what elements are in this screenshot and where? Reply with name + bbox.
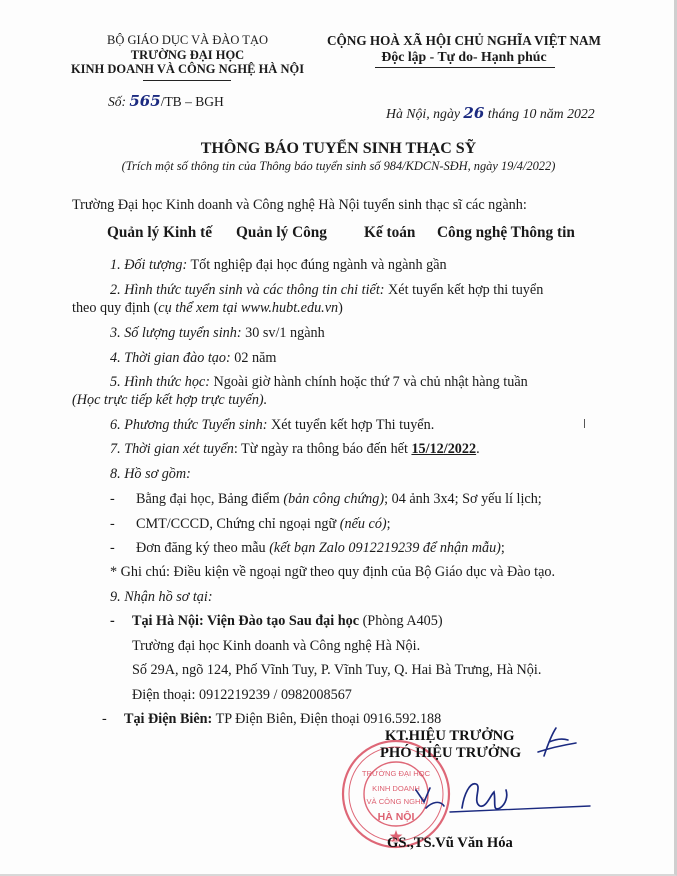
hanoi-office [110,612,443,631]
initial-mark-icon [530,726,578,760]
bullet-3: - [110,540,115,556]
item-2 [110,281,543,300]
number-handwritten: 565 [129,92,161,110]
item-6 [110,416,434,435]
document-number [108,92,224,110]
bullet-2: - [110,516,115,532]
item-5-label: 5. Hình thức học: [110,374,210,390]
item-3-text: 30 sv/1 ngành [241,325,325,341]
stamp-text-line4: HÀ NỘI [377,811,415,823]
item-8-b3-b: (kết bạn Zalo 0912219239 để nhận mẫu) [269,540,501,556]
bullet-5: - [102,711,107,727]
issue-date [386,104,595,122]
number-prefix: Số: [108,94,130,109]
item-8-bullet-1 [110,490,542,509]
hanoi-office-school: Trường đại học Kinh doanh và Công nghệ Hà Nội. [132,638,421,654]
item-1-text: Tốt nghiệp đại học đúng ngành và ngành gần [187,257,447,273]
item-2-line2-link: cụ thể xem tại www.hubt.edu.vn [158,300,339,316]
header-left-underline [143,80,231,81]
dienbien-office-name: Tại Điện Biên: [124,711,213,727]
date-prefix: Hà Nội, ngày [386,106,464,121]
dienbien-office [102,710,441,729]
hanoi-office-room: (Phòng A405) [359,613,443,629]
major-information-technology: Công nghệ Thông tin [437,224,575,241]
item-8-label: 8. Hồ sơ gồm: [110,466,191,482]
item-7-deadline: 15/12/2022 [411,441,477,457]
intro-text: Trường Đại học Kinh doanh và Công nghệ Hà Nội tuyển sinh thạc sĩ các ngành: [72,197,527,213]
major-public-management: Quản lý Công [236,224,327,241]
item-8-b1-a: Bằng đại học, Bảng điểm [136,491,284,507]
date-suffix: tháng 10 năm 2022 [484,106,595,121]
item-8-b2-c: ; [386,516,391,532]
major-economic-management: Quản lý Kinh tế [107,224,212,241]
signature-title-line1: KT.HIỆU TRƯỞNG [385,728,515,744]
item-8-b2-a: CMT/CCCD, Chứng chỉ ngoại ngữ [136,516,340,532]
date-day-handwritten: 26 [463,104,485,122]
item-2-line2-c: ) [338,300,343,316]
signature-title-line2: PHÓ HIỆU TRƯỞNG [380,745,522,761]
item-8-b2-b: (nếu có) [339,516,387,532]
major-accounting: Kế toán [364,224,416,241]
stamp-text-line3: VÀ CÔNG NGHỆ [366,797,426,806]
bullet-4: - [110,613,115,629]
item-2-label: 2. Hình thức tuyển sinh và các thông tin chi tiết: [110,282,385,298]
school-name-line1: TRƯỜNG ĐẠI HỌC [130,48,245,62]
scan-mark [584,419,585,428]
item-1 [110,256,447,275]
item-9-label: 9. Nhận hồ sơ tại: [110,589,213,605]
item-8-b3-a: Đơn đăng ký theo mẫu [136,540,270,556]
hanoi-office-phone: Điện thoại: 0912219239 / 0982008567 [132,687,352,703]
item-3 [110,324,325,343]
item-8-b1-c: ; 04 ảnh 3x4; Sơ yếu lí lịch; [384,491,542,507]
item-7-label: 7. Thời gian xét tuyển [110,441,234,457]
item-5-text: Ngoài giờ hành chính hoặc thứ 7 và chủ nhật hàng tuần [209,374,528,390]
item-2-text: Xét tuyển kết hợp thi tuyển [384,282,544,298]
dienbien-office-phone: TP Điện Biên, Điện thoại 0916.592.188 [212,711,442,727]
item-5-line2: (Học trực tiếp kết hợp trực tuyến). [72,392,268,408]
item-6-text: Xét tuyển kết hợp Thi tuyển. [267,417,435,433]
item-7-end: . [476,441,480,457]
stamp-text-line2: KINH DOANH [372,784,420,793]
item-8-b1-b: (bản công chứng) [283,491,385,507]
ministry-name: BỘ GIÁO DỤC VÀ ĐÀO TẠO [107,33,268,47]
item-4 [110,349,276,368]
document-subtitle: (Trích một số thông tin của Thông báo tuyển sinh số 984/KDCN-SĐH, ngày 19/4/2022) [121,159,556,173]
item-1-label: 1. Đối tượng: [110,257,188,273]
item-8-bullet-3 [110,539,505,558]
nation-name: CỘNG HOÀ XÃ HỘI CHỦ NGHĨA VIỆT NAM [327,33,601,48]
handwritten-signature-icon [410,772,610,832]
document-title: THÔNG BÁO TUYỂN SINH THẠC SỸ [200,140,477,157]
item-8-bullet-2 [110,515,391,534]
item-8-b3-c: ; [500,540,505,556]
bullet-1: - [110,491,115,507]
item-2-line2 [72,299,343,318]
foreign-language-note: * Ghi chú: Điều kiện về ngoại ngữ theo quy định của Bộ Giáo dục và Đào tạo. [110,564,556,580]
item-6-label: 6. Phương thức Tuyển sinh: [110,417,268,433]
school-name-line2: KINH DOANH VÀ CÔNG NGHỆ HÀ NỘI [70,62,305,76]
item-2-line2-a: theo quy định ( [72,300,159,316]
item-4-label: 4. Thời gian đào tạo: [110,350,231,366]
header-right-underline [375,67,555,68]
hanoi-office-name: Tại Hà Nội: Viện Đào tạo Sau đại học [132,613,360,629]
stamp-text-line1: TRƯỜNG ĐẠI HỌC [361,769,431,778]
item-5 [110,373,528,392]
item-7 [110,440,480,459]
national-motto: Độc lập - Tự do- Hạnh phúc [381,49,547,64]
item-4-text: 02 năm [230,350,277,366]
signer-name: GS.,TS.Vũ Văn Hóa [387,835,513,851]
number-suffix: /TB – BGH [160,94,224,109]
item-3-label: 3. Số lượng tuyển sinh: [110,325,242,341]
item-7-text: : Từ ngày ra thông báo đến hết [233,441,412,457]
hanoi-office-address: Số 29A, ngõ 124, Phố Vĩnh Tuy, P. Vĩnh Tuy, Q. Hai Bà Trưng, Hà Nội. [132,662,542,678]
